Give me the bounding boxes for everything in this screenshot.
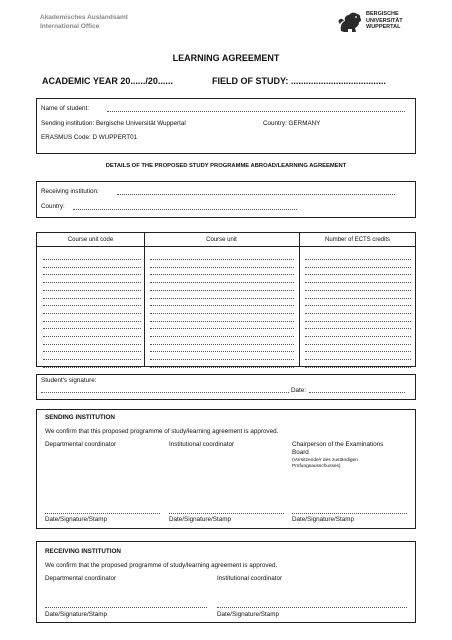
course-unit-cell[interactable]: [150, 351, 294, 352]
sending-institution-box: [36, 409, 416, 529]
receiving-confirm-text: We confirm that the proposed programme of study/learning agreement is approved.: [45, 562, 278, 569]
course-table: [36, 232, 416, 367]
receiving-dept-signature-field[interactable]: [45, 607, 207, 608]
logo-line-3: WUPPERTAL: [366, 24, 401, 30]
ects-credits-cell[interactable]: [305, 359, 411, 360]
course-code-cell[interactable]: [43, 267, 141, 268]
course-unit-cell[interactable]: [150, 367, 294, 368]
course-code-cell[interactable]: [43, 328, 141, 329]
receiving-institution-field[interactable]: [117, 194, 395, 195]
office-name-en: International Office: [40, 23, 100, 30]
course-code-cell[interactable]: [43, 359, 141, 360]
university-lion-logo-icon: [337, 9, 363, 35]
course-unit-cell[interactable]: [150, 321, 294, 322]
ects-credits-cell[interactable]: [305, 267, 411, 268]
ects-credits-cell[interactable]: [305, 336, 411, 337]
sending-stamp-label-1: Date/Signature/Stamp: [45, 516, 107, 523]
header-course-code: Course unit code: [67, 237, 114, 243]
ects-credits-cell[interactable]: [305, 321, 411, 322]
student-signature-field[interactable]: [41, 392, 289, 393]
sending-chairperson-note1: (Vorsitzende/r des zuständigen: [292, 458, 358, 463]
ects-credits-cell[interactable]: [305, 259, 411, 260]
course-unit-cell[interactable]: [150, 267, 294, 268]
logo-line-2: UNIVERSITÄT: [366, 17, 403, 24]
receiving-departmental-coordinator: Departmental coordinator: [45, 575, 117, 582]
student-signature-box: [36, 374, 416, 400]
student-name-field[interactable]: [107, 111, 405, 112]
receiving-stamp-label-2: Date/Signature/Stamp: [217, 611, 279, 618]
student-name-label: Name of student:: [41, 105, 89, 112]
ects-credits-cell[interactable]: [305, 367, 411, 368]
course-code-cell[interactable]: [43, 282, 141, 283]
course-code-cell[interactable]: [43, 259, 141, 260]
header-course-unit: Course unit: [206, 237, 237, 243]
course-unit-cell[interactable]: [150, 359, 294, 360]
course-code-cell[interactable]: [43, 305, 141, 306]
receiving-country-label: Country:: [41, 203, 65, 210]
student-signature-label: Student's signature:: [41, 377, 97, 384]
field-of-study-line: FIELD OF STUDY: ......................................: [212, 76, 386, 86]
course-code-cell[interactable]: [43, 313, 141, 314]
course-code-cell[interactable]: [43, 274, 141, 275]
sending-inst-signature-field[interactable]: [169, 513, 284, 514]
office-name: Akademisches Auslandsamt: [40, 14, 128, 21]
receiving-info-box: [36, 181, 416, 218]
receiving-institutional-coordinator: Institutional coordinator: [217, 575, 283, 582]
receiving-stamp-label-1: Date/Signature/Stamp: [45, 611, 107, 618]
course-unit-cell[interactable]: [150, 298, 294, 299]
sending-dept-signature-field[interactable]: [45, 513, 160, 514]
sending-chairperson-note2: Prüfungsausschusses): [292, 464, 341, 469]
course-code-cell[interactable]: [43, 321, 141, 322]
course-code-cell[interactable]: [43, 336, 141, 337]
course-code-cell[interactable]: [43, 351, 141, 352]
sending-stamp-label-3: Date/Signature/Stamp: [292, 516, 354, 523]
ects-credits-cell[interactable]: [305, 313, 411, 314]
sending-country-label: Country: GERMANY: [263, 120, 321, 127]
ects-credits-cell[interactable]: [305, 282, 411, 283]
receiving-country-field[interactable]: [73, 209, 297, 210]
page-title: LEARNING AGREEMENT: [172, 53, 280, 63]
ects-credits-cell[interactable]: [305, 344, 411, 345]
course-code-cell[interactable]: [43, 290, 141, 291]
ects-credits-cell[interactable]: [305, 298, 411, 299]
logo-line-1: BERGISCHE: [366, 11, 399, 17]
sending-departmental-coordinator: Departmental coordinator: [45, 441, 117, 448]
sending-confirm-text: We confirm that this proposed programme of study/learning agreement is approved.: [45, 428, 279, 435]
signature-date-label: Date:: [291, 387, 307, 394]
sending-chairperson-line2: Board: [292, 449, 309, 456]
course-unit-cell[interactable]: [150, 336, 294, 337]
course-unit-cell[interactable]: [150, 290, 294, 291]
course-unit-cell[interactable]: [150, 313, 294, 314]
course-unit-cell[interactable]: [150, 344, 294, 345]
academic-year-line: ACADEMIC YEAR 20....../20......: [42, 76, 173, 86]
receiving-institution-box: [36, 541, 416, 623]
student-info-box: [36, 98, 416, 154]
details-heading: DETAILS OF THE PROPOSED STUDY PROGRAMME ABROAD/LEARNING AGREEMENT: [105, 163, 347, 169]
sending-institution-label: Sending institution: Bergische Universität Wuppertal: [41, 120, 186, 127]
sending-institutional-coordinator: Institutional coordinator: [169, 441, 235, 448]
receiving-inst-signature-field[interactable]: [217, 607, 407, 608]
ects-credits-cell[interactable]: [305, 328, 411, 329]
course-unit-cell[interactable]: [150, 305, 294, 306]
ects-credits-cell[interactable]: [305, 305, 411, 306]
course-code-cell[interactable]: [43, 367, 141, 368]
course-unit-cell[interactable]: [150, 259, 294, 260]
header-ects-credits: Number of ECTS credits: [324, 237, 391, 243]
sending-chairperson-line1: Chairperson of the Examinations: [292, 441, 384, 448]
sending-stamp-label-2: Date/Signature/Stamp: [169, 516, 231, 523]
signature-date-field[interactable]: [309, 392, 405, 393]
sending-institution-heading: SENDING INSTITUTION: [45, 414, 115, 421]
course-code-cell[interactable]: [43, 344, 141, 345]
receiving-institution-label: Receiving institution:: [41, 188, 99, 195]
erasmus-code-label: ERASMUS Code: D WUPPERT01: [41, 134, 138, 141]
ects-credits-cell[interactable]: [305, 274, 411, 275]
course-unit-cell[interactable]: [150, 274, 294, 275]
ects-credits-cell[interactable]: [305, 351, 411, 352]
course-unit-cell[interactable]: [150, 328, 294, 329]
sending-chair-signature-field[interactable]: [292, 513, 407, 514]
course-unit-cell[interactable]: [150, 282, 294, 283]
course-code-cell[interactable]: [43, 298, 141, 299]
receiving-institution-heading: RECEIVING INSTITUTION: [45, 548, 121, 555]
ects-credits-cell[interactable]: [305, 290, 411, 291]
